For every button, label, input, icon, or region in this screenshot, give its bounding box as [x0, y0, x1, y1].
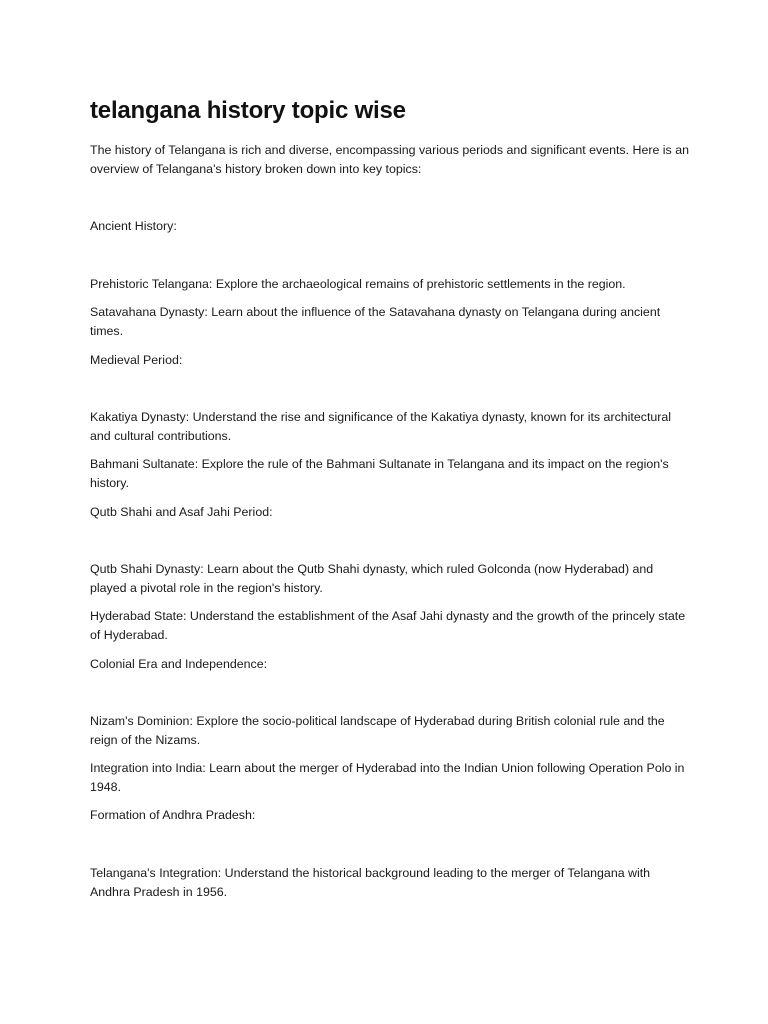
topic-paragraph: Nizam's Dominion: Explore the socio-political landscape of Hyderabad during British colonial rule and the reign of the Nizams. [90, 714, 665, 747]
topic-paragraph: Telangana's Integration: Understand the historical background leading to the merger of Telangana with Andhra Pradesh in 1956. [90, 866, 651, 899]
section-heading: Ancient History: [90, 219, 177, 234]
topic-paragraph: Integration into India: Learn about the merger of Hyderabad into the Indian Union following Operation Polo in 1948. [90, 761, 685, 794]
section-heading: Formation of Andhra Pradesh: [90, 808, 256, 823]
topic-paragraph: Hyderabad State: Understand the establishment of the Asaf Jahi dynasty and the growth of the princely state of Hyderabad. [90, 609, 686, 642]
topic-paragraph: Prehistoric Telangana: Explore the archaeological remains of prehistoric settlements in the region. [90, 276, 626, 291]
section-qutb-shahi-asaf-jahi [90, 503, 690, 645]
section-heading: Qutb Shahi and Asaf Jahi Period: [90, 504, 273, 519]
section-ancient-history [90, 217, 690, 340]
section-medieval-period [90, 351, 690, 493]
document-page [90, 96, 690, 911]
section-heading: Medieval Period: [90, 352, 183, 367]
section-colonial-era [90, 655, 690, 797]
topic-paragraph: Qutb Shahi Dynasty: Learn about the Qutb Shahi dynasty, which ruled Golconda (now Hyderabad) and played a pivotal role in the region's history. [90, 562, 654, 595]
topic-paragraph: Bahmani Sultanate: Explore the rule of the Bahmani Sultanate in Telangana and its impact on the region's history. [90, 457, 669, 490]
topic-paragraph: Satavahana Dynasty: Learn about the influence of the Satavahana dynasty on Telangana during ancient times. [90, 305, 661, 338]
intro-paragraph: The history of Telangana is rich and diverse, encompassing various periods and significant events. Here is an overview of Telangana's history broken down into key topics: [90, 143, 689, 176]
section-andhra-pradesh [90, 806, 690, 901]
topic-paragraph: Kakatiya Dynasty: Understand the rise and significance of the Kakatiya dynasty, known for its architectural and cultural contributions. [90, 410, 672, 443]
section-heading: Colonial Era and Independence: [90, 656, 268, 671]
document-title: telangana history topic wise [90, 97, 406, 124]
